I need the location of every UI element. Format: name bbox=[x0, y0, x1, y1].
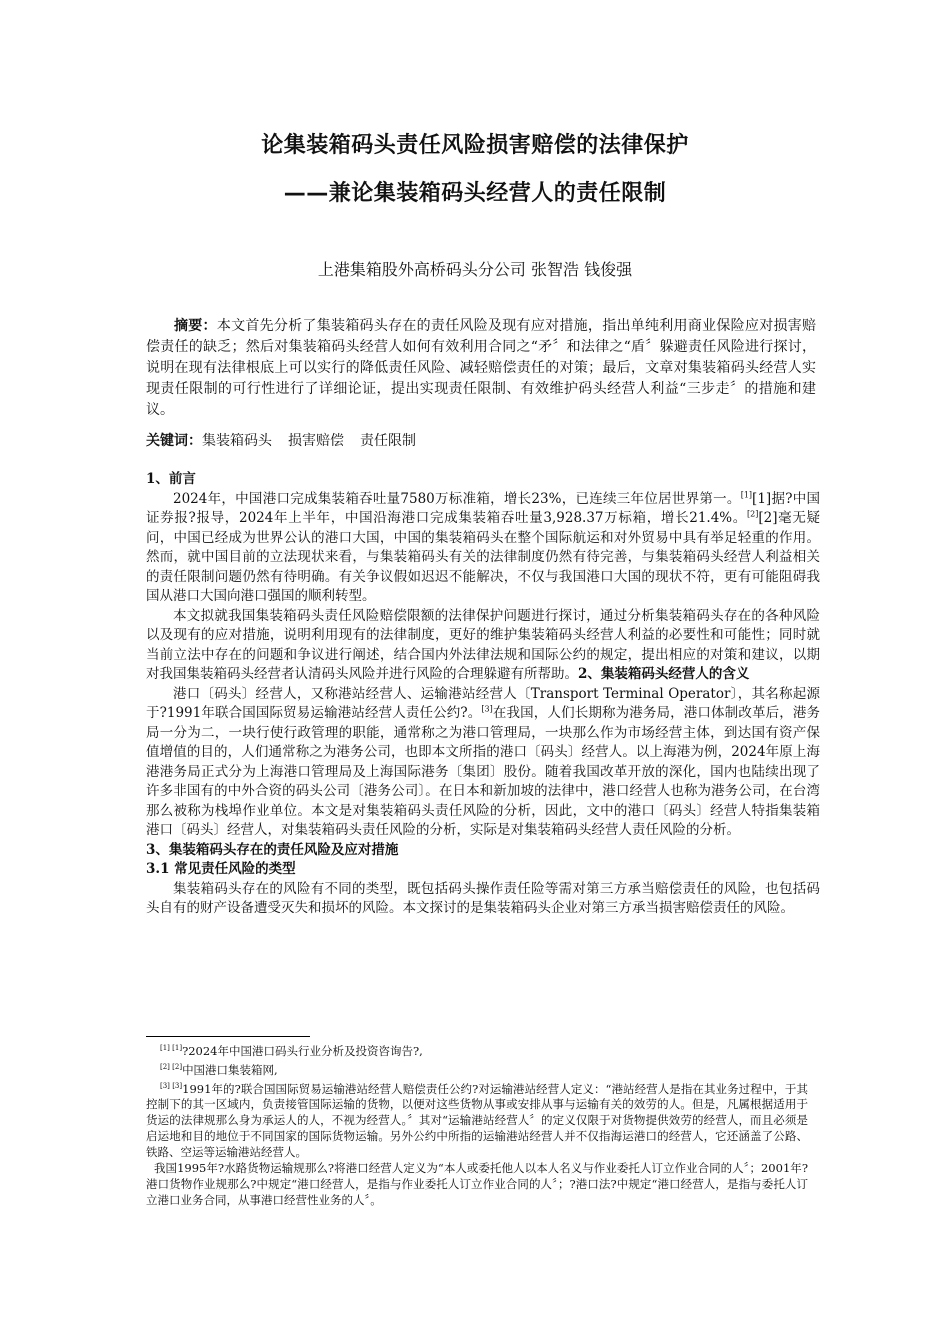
footnote-text: 中国港口集装箱网, bbox=[182, 1062, 278, 1077]
footnote-text: 我国1995年?水路货物运输规那么?将港口经营人定义为“本人或委托他人以本人名义与作业委托人订立作业合同的人〞；2001年?港口货物作业规那么?中规定“港口经营人，是指与作业委托人订立作业合同的人〞；?港口法?中规定“港口经营人，是指与委托人订立港口业务合同，从事港口经营性业务的人〞。 bbox=[146, 1161, 808, 1208]
abstract-paragraph bbox=[146, 316, 816, 421]
body-text bbox=[146, 470, 820, 919]
footnote-1 bbox=[146, 1040, 808, 1059]
abstract-label: 摘要： bbox=[174, 318, 217, 334]
citation-mark: [2] bbox=[747, 509, 759, 519]
keywords-label: 关键词： bbox=[146, 433, 202, 449]
text-run: 本文拟就我国集装箱码头责任风险赔偿限额的法律保护问题进行探讨，通过分析集装箱码头存在的各种风险以及现有的应对措施，说明利用现有的法律制度，更好的维护集装箱码头经营人利益的必要性和可能性；同时就当前立法中存在的问题和争议进行阐述，结合国内外法律法规和国际公约的规定，提出相应的对策和建议，以期对我国集装箱码头经营者认清码头风险并进行风险的合理躲避有所帮助。 bbox=[146, 607, 820, 682]
footnote-2 bbox=[146, 1059, 808, 1078]
paragraph-risk-types bbox=[146, 880, 820, 919]
footnote-3 bbox=[146, 1078, 808, 1161]
footnote-divider bbox=[146, 1036, 310, 1037]
footnote-mark: [3] [3] bbox=[160, 1081, 183, 1090]
keyword-item: 责任限制 bbox=[360, 433, 416, 449]
abstract-text: 本文首先分析了集装箱码头存在的责任风险及现有应对措施，指出单纯利用商业保险应对损害赔偿责任的缺乏；然后对集装箱码头经营人如何有效利用合同之“矛〞和法律之“盾〞躲避责任风险进行探讨，说明在现有法律根底上可以实行的降低责任风险、减轻赔偿责任的对策；最后，文章对集装箱码头经营人实现责任限制的可行性进行了详细论证，提出实现责任限制、有效维护码头经营人利益“三步走〞的措施和建议。 bbox=[146, 318, 817, 418]
footnote-text: 1991年的?联合国国际贸易运输港站经营人赔偿责任公约?对运输港站经营人定义：“港站经营人是指在其业务过程中，于其控制下的其一区域内，负责接管国际运输的货物，以便对这些货物从事或安排从事与运输有关的效劳的人。但是，凡属根据适用于货运的法律规那么身为承运人的人，不视为经营人。〞其对“运输港站经营人〞的定义仅限于对货物提供效劳的经营人，而且必须是启运地和目的地位于不同国家的国际货物运输。另外公约中所指的运输港站经营人并不仅指海运港口的经营人，它还涵盖了公路、铁路、空运等运输港站经营人。 bbox=[146, 1081, 808, 1160]
footnote-mark: [1] [1] bbox=[160, 1044, 183, 1052]
keyword-item: 集装箱码头 bbox=[202, 433, 272, 449]
citation-mark: [3] bbox=[481, 704, 493, 714]
keyword-item: 损害赔偿 bbox=[288, 433, 344, 449]
document-title: 论集装箱码头责任风险损害赔偿的法律保护 bbox=[261, 133, 689, 158]
authors-line: 上港集箱股外高桥码头分公司 张智浩 钱俊强 bbox=[317, 260, 633, 279]
footnote-4 bbox=[146, 1160, 808, 1208]
footnotes bbox=[146, 1040, 808, 1208]
paragraph-definition bbox=[146, 685, 820, 841]
section-heading-3: 3、集装箱码头存在的责任风险及应对措施 bbox=[146, 841, 399, 858]
paragraph-purpose bbox=[146, 607, 820, 685]
keywords-line bbox=[146, 430, 432, 450]
footnote-text: ?2024年中国港口码头行业分析及投资咨询告?, bbox=[182, 1043, 423, 1058]
footnote-mark: [2] [2] bbox=[160, 1062, 183, 1071]
text-run: 2024年，中国港口完成集装箱吞吐量7580万标准箱，增长23%，已连续三年位居世界第一。 bbox=[173, 490, 741, 507]
section-heading-2: 2、集装箱码头经营人的含义 bbox=[578, 666, 750, 682]
paragraph-intro bbox=[146, 490, 820, 607]
section-heading-1: 1、前言 bbox=[146, 471, 196, 487]
citation-mark: [1] bbox=[740, 490, 753, 499]
section-heading-3-1: 3.1 常见责任风险的类型 bbox=[146, 861, 296, 877]
text-run: [1]据?中国证券报?报导，2024年上半年，中国沿海港口完成集装箱吞吐量3,928.37万标箱，增长21.4%。 bbox=[146, 490, 820, 526]
text-run: [2]毫无疑问，中国已经成为世界公认的港口大国，中国的集装箱码头在整个国际航运和对外贸易中具有举足轻重的作用。然而，就中国目前的立法现状来看，与集装箱码头有关的法律制度仍然有待完善，与集装箱码头经营人利益相关的责任限制问题仍然有待明确。有关争议假如迟迟不能解决，不仅与我国港口大国的现状不符，更有可能阻碍我国从港口大国向港口强国的顺利转型。 bbox=[146, 510, 820, 604]
text-run: 在我国，人们长期称为港务局，港口体制改革后，港务局一分为二，一块行使行政管理的职能，通常称之为港口管理局，一块那么作为市场经营主体，到达国有资产保值增值的目的，人们通常称之为港务公司，也即本文所指的港口〔码头〕经营人。以上海港为例，2024年原上海港港务局正式分为上海港口管理局及上海国际港务〔集团〕股份。随着我国改革开放的深化，国内也陆续出现了许多非国有的中外合资的码头公司〔港务公司〕。在日本和新加坡的法律中，港口经营人也称为港务公司，在台湾那么被称为栈埠作业单位。本文是对集装箱码头责任风险的分析，因此，文中的港口〔码头〕经营人特指集装箱港口〔码头〕经营人，对集装箱码头责任风险的分析，实际是对集装箱码头经营人责任风险的分析。 bbox=[146, 705, 820, 838]
document-subtitle: ——兼论集装箱码头经营人的责任限制 bbox=[283, 181, 667, 206]
text-run: 港口〔码头〕经营人，又称港站经营人、运输港站经营人〔Transport Terminal Operator〕，其名称起源于?1991年联合国国际贸易运输港站经营人责任公约?。 bbox=[146, 685, 820, 721]
text-run: 集装箱码头存在的风险有不同的类型，既包括码头操作责任险等需对第三方承当赔偿责任的风险，也包括码头自有的财产设备遭受灭失和损坏的风险。本文探讨的是集装箱码头企业对第三方承当损害赔偿责任的风险。 bbox=[146, 880, 820, 916]
